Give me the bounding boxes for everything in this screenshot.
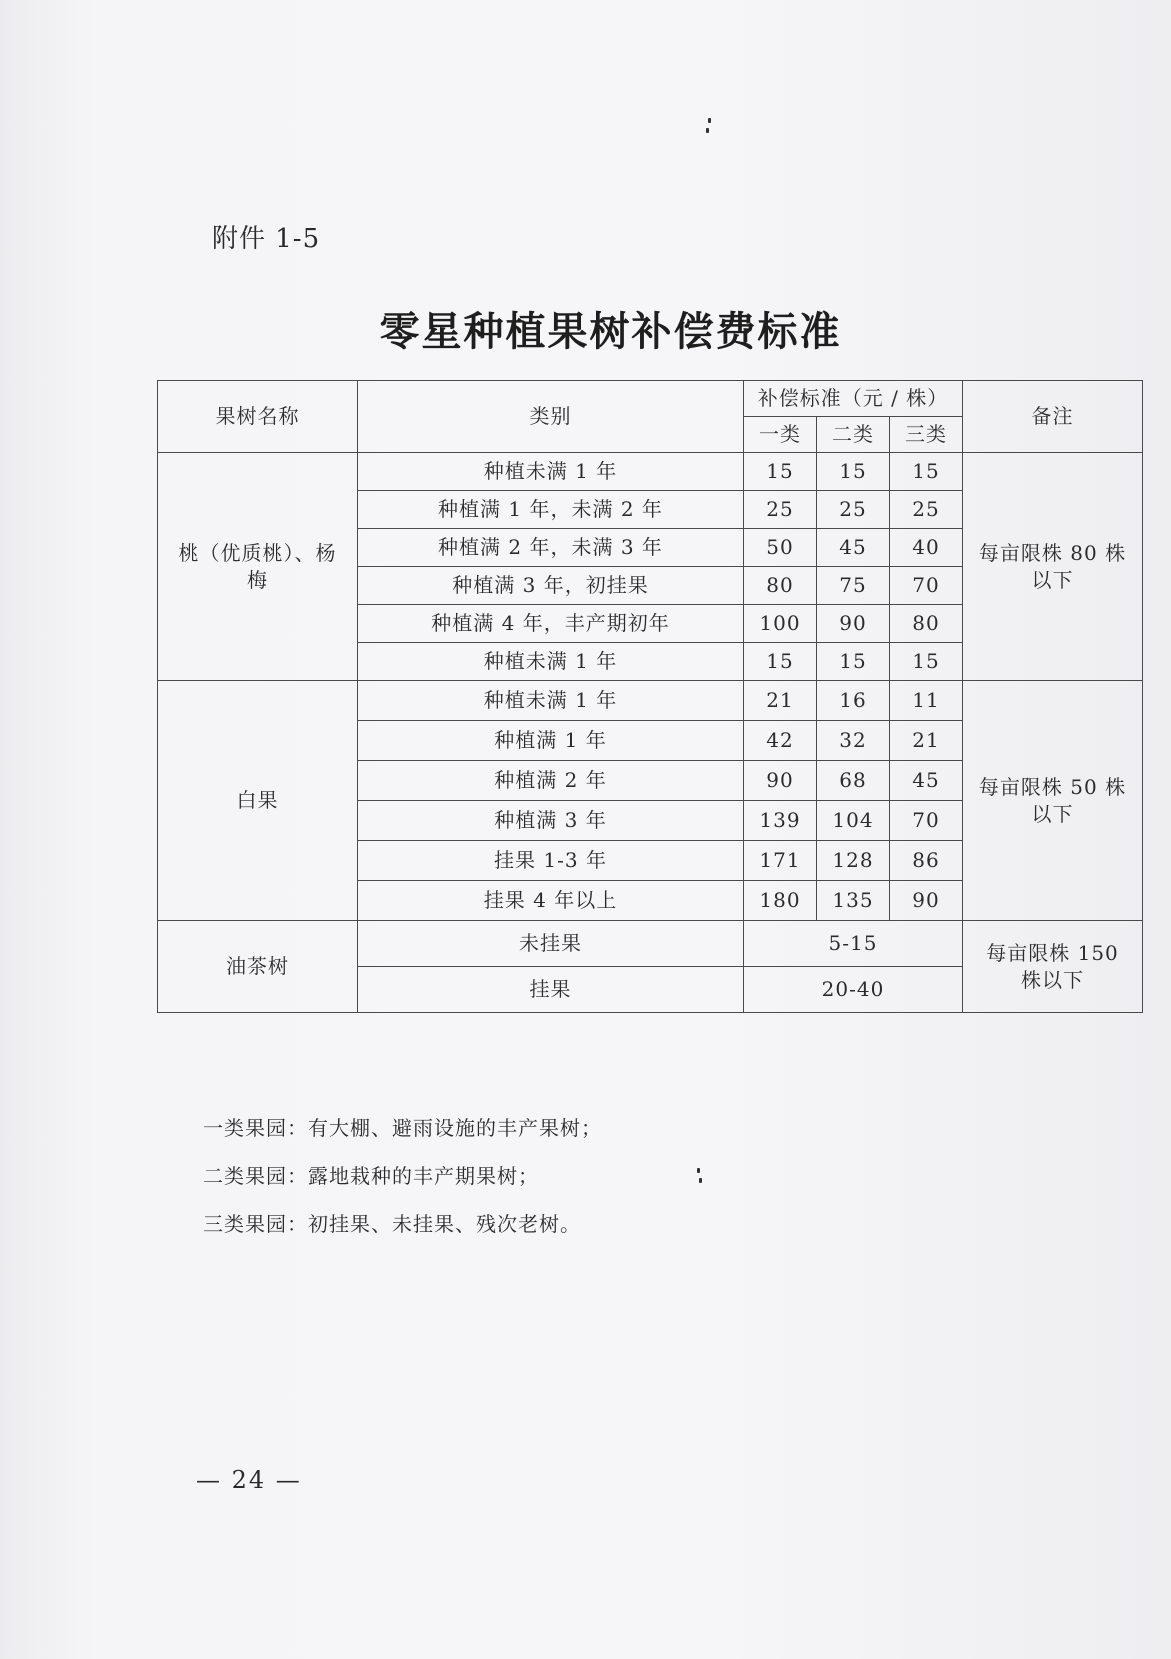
header-standard: 补偿标准（元 / 株） [744,381,963,417]
scan-speck [699,1178,702,1183]
note-line: 三类果园：初挂果、未挂果、残次老树。 [203,1212,581,1236]
row-class1: 50 [744,529,817,567]
row-class3: 25 [890,491,963,529]
row-class3: 80 [890,605,963,643]
row-class3: 40 [890,529,963,567]
row-class1: 90 [744,761,817,801]
notes [203,1104,602,1248]
row-class3: 21 [890,721,963,761]
row-class2: 90 [817,605,890,643]
row-class2: 16 [817,681,890,721]
row-class1: 139 [744,801,817,841]
row-class2: 75 [817,567,890,605]
table-row [158,681,1143,721]
row-class3: 11 [890,681,963,721]
row-class2: 32 [817,721,890,761]
row-class2: 135 [817,881,890,921]
row-class2: 45 [817,529,890,567]
row-category: 种植满 4 年，丰产期初年 [358,605,744,643]
row-class2: 68 [817,761,890,801]
row-class3: 90 [890,881,963,921]
row-class3: 86 [890,841,963,881]
row-category: 种植满 2 年，未满 3 年 [358,529,744,567]
page-title: 零星种植果树补偿费标准 [379,308,842,355]
table-row [158,453,1143,491]
row-class3: 15 [890,453,963,491]
row-category: 种植满 3 年，初挂果 [358,567,744,605]
row-class2: 104 [817,801,890,841]
note-line: 一类果园：有大棚、避雨设施的丰产果树； [203,1116,602,1140]
row-class1: 100 [744,605,817,643]
row-category: 种植未满 1 年 [358,643,744,681]
row-category: 种植满 3 年 [358,801,744,841]
row-class1: 15 [744,453,817,491]
row-category: 挂果 1-3 年 [358,841,744,881]
row-class1: 180 [744,881,817,921]
row-class3: 15 [890,643,963,681]
row-category: 挂果 4 年以上 [358,881,744,921]
group-name: 白果 [158,681,358,921]
page-number: — 24 — [196,1466,302,1494]
row-category: 种植满 2 年 [358,761,744,801]
row-class2: 15 [817,643,890,681]
header-note: 备注 [963,381,1143,453]
group-note: 每亩限株 50 株以下 [963,681,1143,921]
row-class3: 45 [890,761,963,801]
row-category: 种植未满 1 年 [358,681,744,721]
compensation-table [157,380,1143,1013]
row-category: 种植未满 1 年 [358,453,744,491]
scan-speck [706,128,709,133]
row-range: 5-15 [744,921,963,967]
row-category: 种植满 1 年 [358,721,744,761]
note-line: 二类果园：露地栽种的丰产期果树； [203,1164,539,1188]
group-note: 每亩限株 80 株以下 [963,453,1143,681]
row-category: 挂果 [358,967,744,1013]
header-class2: 二类 [817,417,890,453]
row-class2: 25 [817,491,890,529]
row-range: 20-40 [744,967,963,1013]
row-class2: 128 [817,841,890,881]
row-class3: 70 [890,567,963,605]
row-class1: 171 [744,841,817,881]
row-class1: 25 [744,491,817,529]
group-name: 桃（优质桃）、杨梅 [158,453,358,681]
row-class1: 80 [744,567,817,605]
header-category: 类别 [358,381,744,453]
group-name: 油茶树 [158,921,358,1013]
attachment-label: 附件 1-5 [212,224,321,254]
row-category: 种植满 1 年，未满 2 年 [358,491,744,529]
row-class1: 42 [744,721,817,761]
header-class3: 三类 [890,417,963,453]
table-row [158,921,1143,967]
scan-speck [697,1168,700,1173]
row-class1: 15 [744,643,817,681]
header-class1: 一类 [744,417,817,453]
row-class3: 70 [890,801,963,841]
scan-speck [708,118,711,123]
row-class2: 15 [817,453,890,491]
header-tree-name: 果树名称 [158,381,358,453]
row-category: 未挂果 [358,921,744,967]
row-class1: 21 [744,681,817,721]
group-note: 每亩限株 150 株以下 [963,921,1143,1013]
